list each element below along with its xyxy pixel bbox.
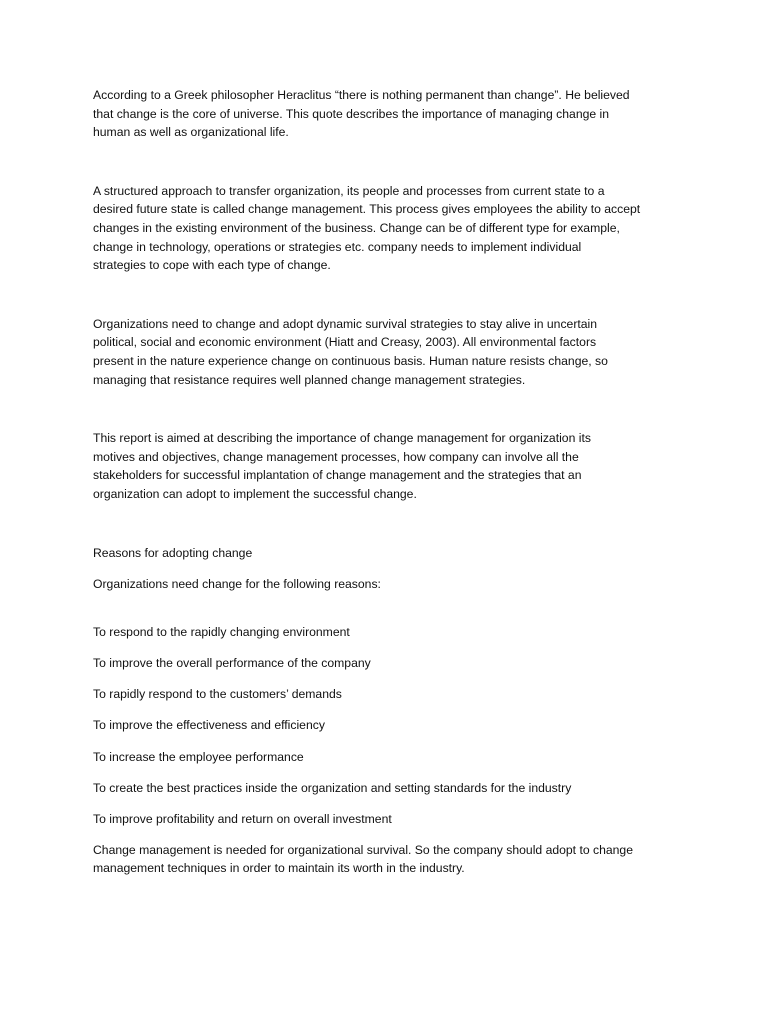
text-line: This report is aimed at describing the importance of change management for organization its [93, 431, 591, 446]
paragraph-conclusion [93, 841, 683, 878]
list-item: To improve profitability and return on overall investment [93, 811, 392, 826]
text-line: According to a Greek philosopher Heraclitus “there is nothing permanent than change”. He believed [93, 88, 630, 102]
text-line: change in technology, operations or strategies etc. company needs to implement individual [93, 239, 582, 254]
text-line: present in the nature experience change on continuous basis. Human nature resists change, so [93, 353, 608, 368]
text-line: human as well as organizational life. [93, 125, 289, 140]
reasons-intro: Organizations need change for the following reasons: [93, 576, 381, 591]
list-item: To improve the effectiveness and efficiency [93, 718, 325, 733]
text-line: management techniques in order to maintain its worth in the industry. [93, 861, 465, 876]
paragraph-heraclitus-quote [93, 86, 683, 142]
paragraph-change-management-definition [93, 182, 683, 275]
paragraph-survival-strategies [93, 315, 683, 389]
list-item: To improve the overall performance of the company [93, 656, 371, 671]
text-line: Organizations need to change and adopt dynamic survival strategies to stay alive in uncertain [93, 316, 598, 331]
list-item: To rapidly respond to the customers’ demands [93, 687, 342, 702]
section-heading: Reasons for adopting change [93, 545, 253, 560]
text-line: organization can adopt to implement the successful change. [93, 486, 417, 501]
reasons-list [93, 623, 683, 828]
text-line: that change is the core of universe. This quote describes the importance of managing change in [93, 106, 610, 121]
list-item: To increase the employee performance [93, 749, 304, 764]
text-line: stakeholders for successful implantation of change management and the strategies that an [93, 468, 582, 483]
paragraph-report-aim [93, 429, 683, 503]
text-line: managing that resistance requires well planned change management strategies. [93, 372, 526, 387]
text-line: A structured approach to transfer organization, its people and processes from current state to a [93, 183, 605, 198]
text-line: desired future state is called change management. This process gives employees the ability to accept [93, 202, 641, 217]
text-line: motives and objectives, change management processes, how company can involve all the [93, 449, 579, 464]
list-item: To create the best practices inside the organization and setting standards for the industry [93, 780, 572, 795]
text-line: changes in the existing environment of the business. Change can be of different type for example, [93, 220, 620, 235]
text-line: Change management is needed for organizational survival. So the company should adopt to change [93, 842, 633, 857]
text-line: political, social and economic environment (Hiatt and Creasy, 2003). All environmental factors [93, 335, 597, 350]
text-line: strategies to cope with each type of change. [93, 258, 331, 273]
list-item: To respond to the rapidly changing environment [93, 625, 350, 640]
document-body [93, 86, 683, 878]
